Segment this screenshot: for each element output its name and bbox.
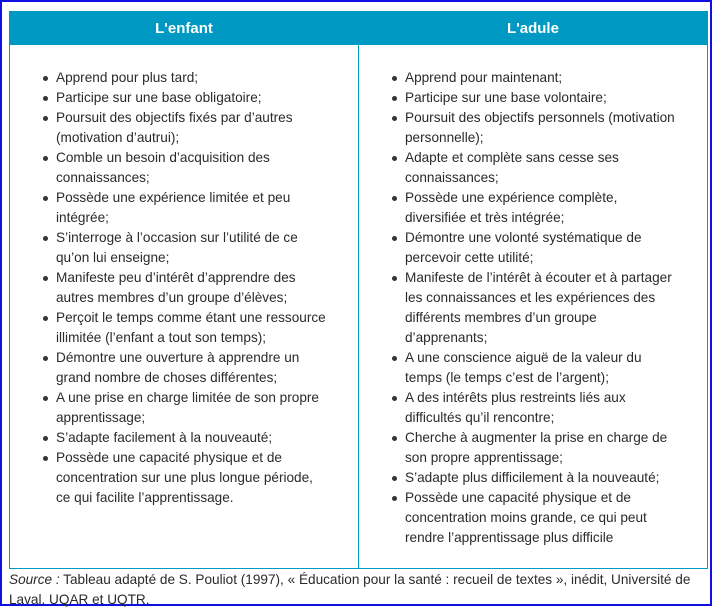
child-column (10, 45, 359, 568)
list-item: Apprend pour maintenant; (385, 68, 680, 88)
list-item: Participe sur une base volontaire; (385, 88, 680, 108)
list-item: Possède une capacité physique et de concentration moins grande, ce qui peut rendre l’apprentissage plus difficile (385, 488, 680, 548)
list-item: Comble un besoin d’acquisition des connaissances; (36, 148, 331, 188)
adult-list (385, 68, 697, 548)
list-item: A une prise en charge limitée de son propre apprentissage; (36, 388, 331, 428)
comparison-table (9, 11, 708, 569)
list-item: S’interroge à l’occasion sur l’utilité de ce qu’on lui enseigne; (36, 228, 331, 268)
header-adult: L'adule (507, 20, 559, 37)
list-item: Poursuit des objectifs personnels (motivation personnelle); (385, 108, 680, 148)
list-item: Cherche à augmenter la prise en charge de son propre apprentissage; (385, 428, 680, 468)
list-item: Démontre une ouverture à apprendre un grand nombre de choses différentes; (36, 348, 331, 388)
list-item: S’adapte facilement à la nouveauté; (36, 428, 331, 448)
list-item: Possède une expérience limitée et peu intégrée; (36, 188, 331, 228)
list-item: Participe sur une base obligatoire; (36, 88, 331, 108)
list-item: Manifeste peu d’intérêt d’apprendre des autres membres d’un groupe d’élèves; (36, 268, 331, 308)
source-note (9, 570, 699, 610)
list-item: Manifeste de l’intérêt à écouter et à partager les connaissances et les expériences des différents membres d’un groupe d’apprenants; (385, 268, 680, 348)
adult-column (359, 45, 707, 568)
list-item: Démontre une volonté systématique de percevoir cette utilité; (385, 228, 680, 268)
list-item: Possède une capacité physique et de concentration sur une plus longue période, ce qui facilite l’apprentissage. (36, 448, 331, 508)
child-list (36, 68, 348, 508)
list-item: Apprend pour plus tard; (36, 68, 331, 88)
header-child: L'enfant (10, 12, 359, 45)
list-item: A des intérêts plus restreints liés aux difficultés qu’il rencontre; (385, 388, 680, 428)
list-item: S’adapte plus difficilement à la nouveauté; (385, 468, 680, 488)
list-item: Perçoit le temps comme étant une ressource illimitée (l’enfant a tout son temps); (36, 308, 331, 348)
source-text: Tableau adapté de S. Pouliot (1997), « Éducation pour la santé : recueil de textes », inédit, Université de Laval, UQAR et UQTR. (9, 572, 691, 607)
list-item: Adapte et complète sans cesse ses connaissances; (385, 148, 680, 188)
source-label: Source : (9, 572, 60, 587)
list-item: Poursuit des objectifs fixés par d’autres (motivation d’autrui); (36, 108, 331, 148)
list-item: Possède une expérience complète, diversifiée et très intégrée; (385, 188, 680, 228)
list-item: A une conscience aiguë de la valeur du temps (le temps c’est de l’argent); (385, 348, 680, 388)
table-header (10, 12, 707, 45)
